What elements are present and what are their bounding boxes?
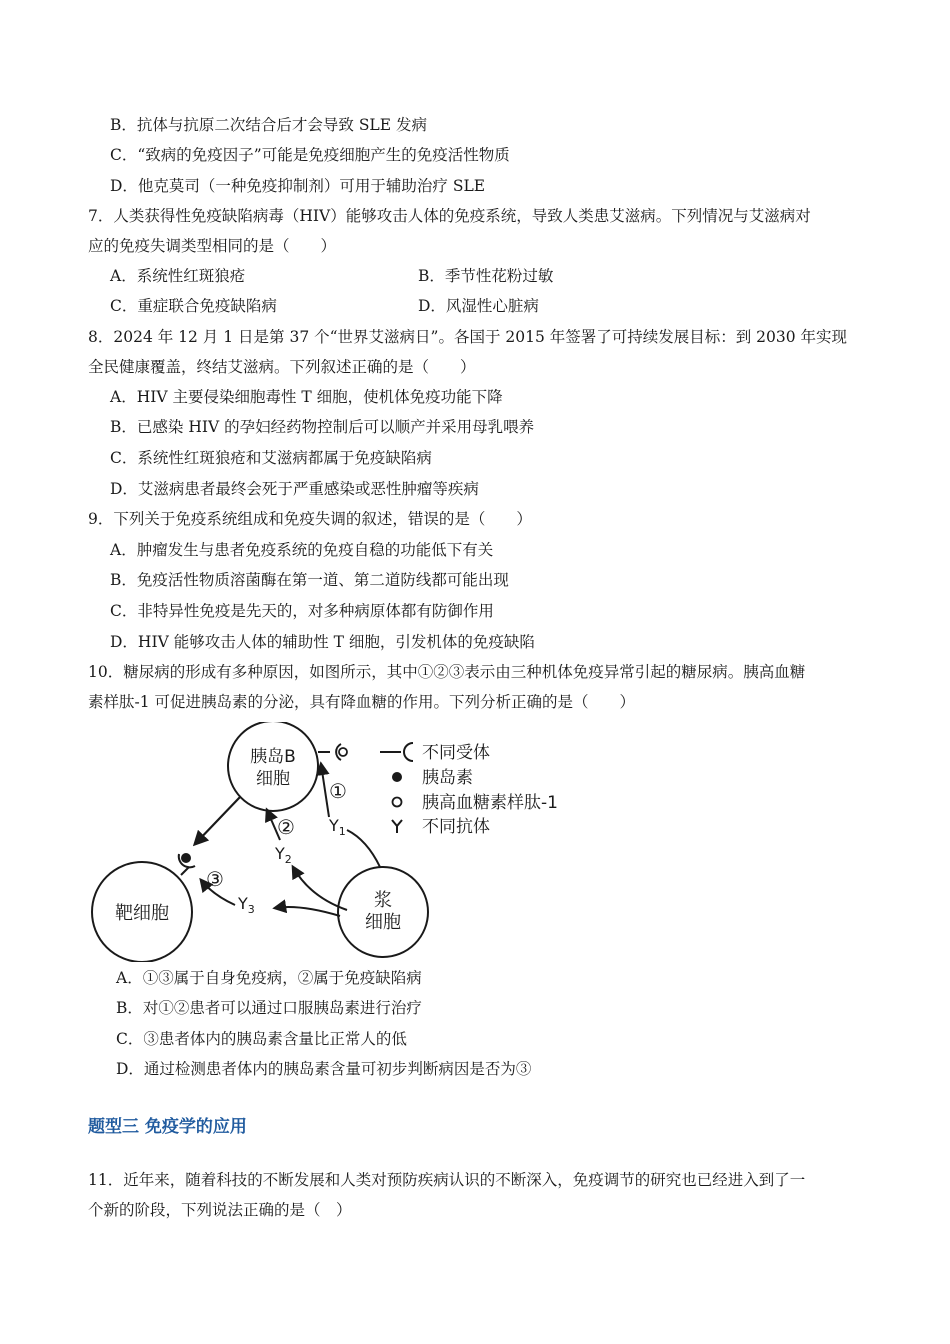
- question-7-line1: 7．人类获得性免疫缺陷病毒（HIV）能够攻击人体的免疫系统，导致人类患艾滋病。下列情况与艾滋病对: [88, 207, 811, 225]
- mark-1: ①: [329, 779, 347, 803]
- question-11-line2: 个新的阶段，下列说法正确的是（ ）: [88, 1201, 352, 1219]
- beta-cell-label-2: 细胞: [256, 769, 290, 789]
- question-9: 9．下列关于免疫系统组成和免疫失调的叙述，错误的是（ ）: [88, 510, 532, 528]
- option-10d: D．通过检测患者体内的胰岛素含量可初步判断病因是否为③: [116, 1060, 532, 1078]
- option-7a: A．系统性红斑狼疮: [110, 267, 246, 285]
- question-11-line1: 11．近年来，随着科技的不断发展和人类对预防疾病认识的不断深入，免疫调节的研究也已经进入到了一: [88, 1171, 806, 1189]
- option-9c: C．非特异性免疫是先天的，对多种病原体都有防御作用: [110, 602, 494, 620]
- antibody-y2-label: $Y_2$: [275, 844, 292, 866]
- legend: [380, 743, 558, 837]
- plasma-arrow-y3: [275, 907, 340, 916]
- legend-antibody-label: 不同抗体: [422, 817, 490, 837]
- question-8-line2: 全民健康覆盖，终结艾滋病。下列叙述正确的是（ ）: [88, 358, 476, 376]
- question-10-line2: 素样肽-1 可促进胰岛素的分泌，具有降血糖的作用。下列分析正确的是（ ）: [88, 693, 636, 711]
- section-heading: 题型三 免疫学的应用: [88, 1117, 247, 1137]
- plasma-arrow-y1: [347, 830, 380, 867]
- target-cell-receptor: [179, 853, 195, 875]
- antibody-y3-label: $Y_3$: [238, 894, 255, 916]
- beta-cell-receptor: [318, 744, 347, 760]
- legend-receptor-icon: [380, 743, 413, 761]
- mark-3: ③: [206, 867, 224, 891]
- option-9a: A．肿瘤发生与患者免疫系统的免疫自稳的功能低下有关: [110, 541, 494, 559]
- antibody-y1-label: $Y_1$: [329, 816, 346, 838]
- option-7c: C．重症联合免疫缺陷病: [110, 297, 277, 315]
- arrow-y1-to-receptor: [321, 764, 329, 817]
- legend-receptor-label: 不同受体: [422, 743, 490, 763]
- legend-glp1-label: 胰高血糖素样肽-1: [422, 793, 558, 813]
- beta-cell-label-1: 胰岛B: [250, 747, 296, 767]
- legend-insulin-icon: [392, 772, 402, 782]
- option-8d: D．艾滋病患者最终会死于严重感染或恶性肿瘤等疾病: [110, 480, 479, 498]
- option-7d: D．风湿性心脏病: [418, 297, 539, 315]
- option-10a: A．①③属于自身免疫病，②属于免疫缺陷病: [116, 969, 422, 987]
- option-9b: B．免疫活性物质溶菌酶在第一道、第二道防线都可能出现: [110, 571, 509, 589]
- legend-insulin-label: 胰岛素: [422, 768, 473, 788]
- option-7b: B．季节性花粉过敏: [418, 267, 554, 285]
- plasma-cell-label-1: 浆: [374, 890, 392, 911]
- diabetes-immune-diagram: [85, 722, 605, 962]
- target-cell-label: 靶细胞: [115, 903, 169, 924]
- legend-antibody-icon: [392, 820, 402, 833]
- insulin-arrow: [195, 797, 240, 844]
- question-10-line1: 10．糖尿病的形成有多种原因，如图所示，其中①②③表示由三种机体免疫异常引起的糖尿病。胰高血糖: [88, 663, 806, 681]
- glp1-molecule: [339, 748, 347, 756]
- option-8b: B．已感染 HIV 的孕妇经药物控制后可以顺产并采用母乳喂养: [110, 418, 535, 436]
- option-10b: B．对①②患者可以通过口服胰岛素进行治疗: [116, 999, 422, 1017]
- option-9d: D．HIV 能够攻击人体的辅助性 T 细胞，引发机体的免疫缺陷: [110, 633, 535, 651]
- option-6c: C．“致病的免疫因子”可能是免疫细胞产生的免疫活性物质: [110, 146, 510, 164]
- option-8a: A．HIV 主要侵染细胞毒性 T 细胞，使机体免疫功能下降: [110, 388, 503, 406]
- legend-glp1-icon: [393, 798, 402, 807]
- option-6d: D．他克莫司（一种免疫抑制剂）可用于辅助治疗 SLE: [110, 177, 486, 195]
- insulin-molecule: [181, 853, 191, 863]
- mark-2: ②: [277, 815, 295, 839]
- question-8-line1: 8．2024 年 12 月 1 日是第 37 个“世界艾滋病日”。各国于 2015 年签署了可持续发展目标：到 2030 年实现: [88, 328, 848, 346]
- option-10c: C．③患者体内的胰岛素含量比正常人的低: [116, 1030, 407, 1048]
- plasma-cell-label-2: 细胞: [365, 912, 401, 933]
- option-8c: C．系统性红斑狼疮和艾滋病都属于免疫缺陷病: [110, 449, 432, 467]
- option-6b: B．抗体与抗原二次结合后才会导致 SLE 发病: [110, 116, 427, 134]
- question-7-line2: 应的免疫失调类型相同的是（ ）: [88, 237, 337, 255]
